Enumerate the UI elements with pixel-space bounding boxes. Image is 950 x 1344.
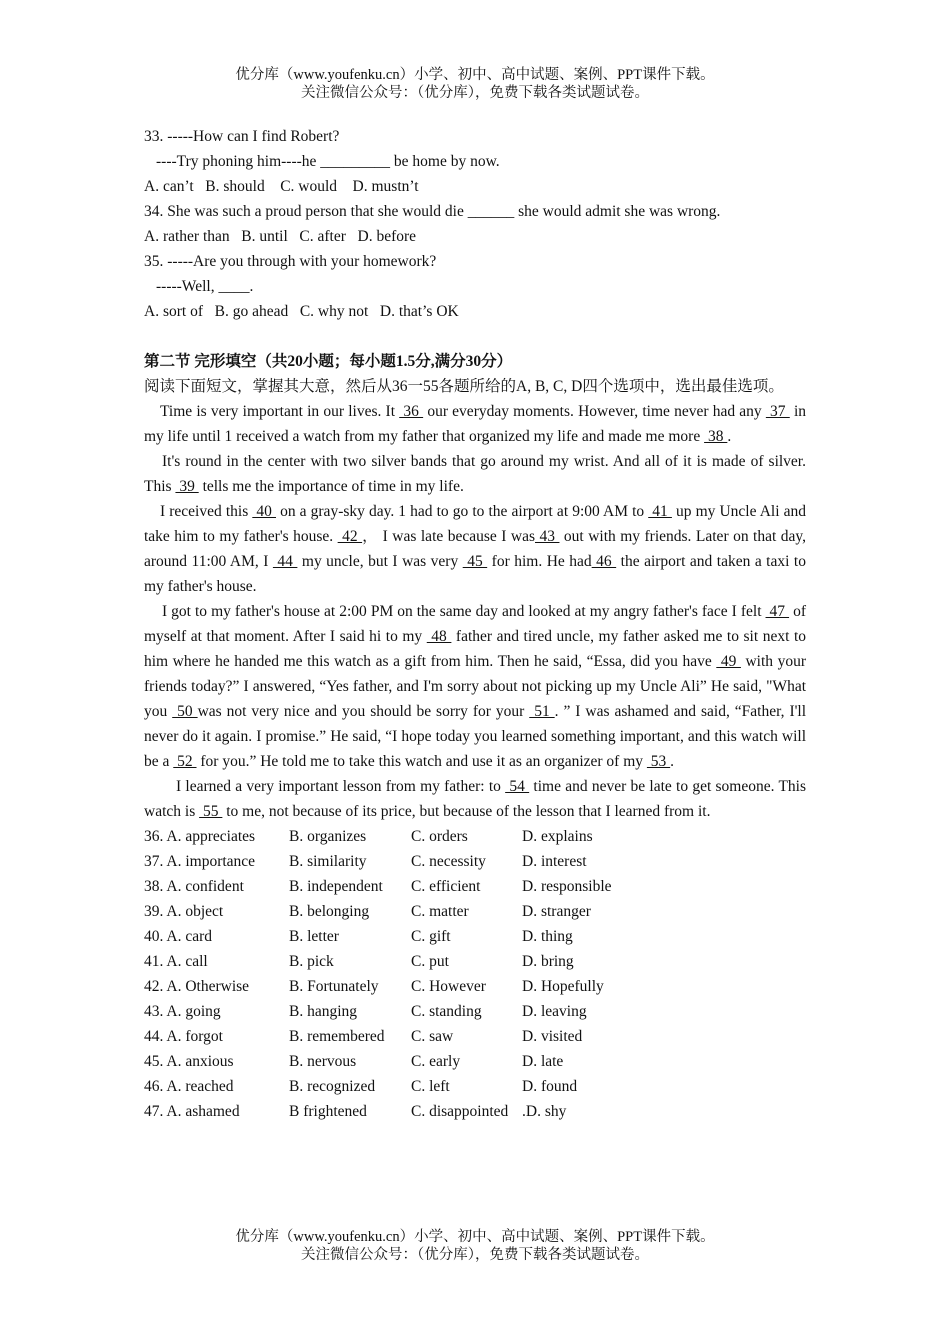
option-c: C. gift [411, 928, 451, 945]
option-b: B. belonging [289, 903, 370, 920]
question-row [144, 899, 806, 924]
blank-52: 52 [173, 753, 197, 770]
section-instruction: 阅读下面短文，掌握其大意，然后从36一55各题所给的A, B, C, D四个选项中，选出最佳选项。 [144, 378, 784, 395]
option-a: 46. A. reached [144, 1078, 234, 1095]
option-a: 40. A. card [144, 928, 213, 945]
option-b: B. organizes [289, 828, 367, 845]
option-c: C. disappointed [411, 1103, 509, 1120]
option-a: 45. A. anxious [144, 1053, 234, 1070]
option-a: 42. A. Otherwise [144, 978, 250, 995]
option-d: D. bring [522, 953, 574, 970]
option-b: B. recognized [289, 1078, 376, 1095]
question-row [144, 1099, 806, 1124]
passage-text: with your friends today?” I answered, “Yes father, and I'm sorry about not picking up my Uncle Ali” He said, "What you [144, 653, 807, 720]
option-d: D. late [522, 1053, 564, 1070]
option-b: B. letter [289, 928, 339, 945]
blank-39: 39 [175, 478, 199, 495]
option-d: D. visited [522, 1028, 583, 1045]
header-line-1: 优分库（www.youfenku.cn）小学、初中、高中试题、案例、PPT课件下载。 [235, 67, 715, 83]
blank-54: 54 [505, 778, 530, 795]
passage-text: for you.” He told me to take this watch and use it as an organizer of my [196, 753, 647, 770]
option-a: 43. A. going [144, 1003, 221, 1020]
passage-text: . [670, 753, 675, 770]
q34-options: A. rather than B. until C. after D. before [144, 228, 417, 245]
option-d: D. stranger [522, 903, 591, 920]
passage-text: for him. He had [487, 553, 592, 570]
option-b: B. independent [289, 878, 383, 895]
question-row [144, 874, 806, 899]
option-c: C. early [411, 1053, 461, 1070]
passage-text: . ” I was ashamed and said, “Father, I'll never do it again. I promise.” He said, “I hope today you learned something important, and this watch will be a [144, 703, 807, 770]
passage-text: father and tired uncle, my father asked me to sit next to him where he handed me this watch as a gift from him. Then he said, “Essa, did you have [144, 628, 807, 670]
option-c: C. However [411, 978, 486, 995]
option-a: 37. A. importance [144, 853, 256, 870]
blank-48: 48 [426, 628, 452, 645]
passage-text: our everyday moments. However, time never had any [423, 403, 766, 420]
option-a: 38. A. confident [144, 878, 244, 895]
option-d: D. found [522, 1078, 578, 1095]
passage-text: in my life until 1 received a watch from my father that organized my life and made me more [144, 403, 807, 445]
passage-paragraph-1 [144, 399, 806, 449]
passage-paragraph-2 [144, 449, 806, 499]
option-c: C. put [411, 953, 449, 970]
option-b: B. similarity [289, 853, 367, 870]
document-body [144, 124, 806, 1124]
passage-text: I learned a very important lesson from my father: to [176, 778, 506, 795]
blank-38: 38 [704, 428, 728, 445]
option-b: B. remembered [289, 1028, 385, 1045]
blank-44: 44 [272, 553, 298, 570]
option-a: 47. A. ashamed [144, 1103, 240, 1120]
question-row [144, 974, 806, 999]
option-a: 36. A. appreciates [144, 828, 256, 845]
passage-text: I got to my father's house at 2:00 PM on the same day and looked at my angry father's face I felt [162, 603, 766, 620]
blank-37: 37 [765, 403, 790, 420]
passage-paragraph-3 [144, 499, 806, 599]
option-c: C. necessity [411, 853, 486, 870]
footer-line-1: 优分库（www.youfenku.cn）小学、初中、高中试题、案例、PPT课件下载。 [235, 1229, 715, 1245]
option-d: D. interest [522, 853, 587, 870]
passage-text: to me, not because of its price, but because of the lesson that I learned from it. [222, 803, 711, 820]
option-a: 39. A. object [144, 903, 224, 920]
footer-line-2: 关注微信公众号：（优分库），免费下载各类试题试卷。 [301, 1247, 649, 1263]
passage-text: of myself at that moment. After I said hi to my [144, 603, 806, 645]
option-c: C. matter [411, 903, 469, 920]
blank-50: 50 [172, 703, 198, 720]
q35-reply: -----Well, ____. [156, 278, 254, 295]
option-b: B. Fortunately [289, 978, 379, 995]
passage-paragraph-4 [144, 599, 806, 774]
passage-text: Time is very important in our lives. It [160, 403, 400, 420]
blank-36: 36 [399, 403, 424, 420]
option-c: C. left [411, 1078, 450, 1095]
blank-55: 55 [199, 803, 223, 820]
option-d: D. thing [522, 928, 573, 945]
question-list [144, 824, 806, 1124]
blank-40: 40 [252, 503, 276, 520]
header-line-2: 关注微信公众号：（优分库），免费下载各类试题试卷。 [301, 85, 649, 101]
option-c: C. saw [411, 1028, 454, 1045]
option-b: B. pick [289, 953, 334, 970]
question-row [144, 949, 806, 974]
passage-text: I received this [160, 503, 253, 520]
option-c: C. orders [411, 828, 468, 845]
blank-42: 42 [337, 528, 363, 545]
option-d: D. explains [522, 828, 593, 845]
blank-46: 46 [591, 553, 617, 570]
q33-reply: ----Try phoning him----he _________ be home by now. [156, 153, 500, 170]
page-footer [0, 1228, 950, 1264]
option-a: 44. A. forgot [144, 1028, 223, 1045]
passage-text: time and never be late to get someone. This watch is [144, 778, 806, 820]
passage-text: on a gray-sky day. 1 had to go to the airport at 9:00 AM to [276, 503, 649, 520]
passage-text: ， I was late because I was [362, 528, 535, 545]
passage-paragraph-5 [144, 774, 806, 824]
section-title: 第二节 完形填空（共20小题；每小题1.5分,满分30分） [144, 353, 513, 370]
question-row [144, 1074, 806, 1099]
passage-text: tells me the importance of time in my life. [198, 478, 464, 495]
passage-text: my uncle, but I was very [297, 553, 463, 570]
option-b: B frightened [289, 1103, 367, 1120]
q34-stem: 34. She was such a proud person that she would die ______ she would admit she was wrong. [144, 203, 721, 220]
blank-51: 51 [529, 703, 555, 720]
passage-text: the airport and taken a taxi to my father's house. [144, 553, 806, 595]
option-d: .D. shy [522, 1103, 567, 1120]
blank-49: 49 [716, 653, 741, 670]
blank-43: 43 [535, 528, 560, 545]
passage-text: out with my friends. Later on that day, around 11:00 AM, I [144, 528, 807, 570]
option-b: B. hanging [289, 1003, 358, 1020]
option-c: C. efficient [411, 878, 481, 895]
option-b: B. nervous [289, 1053, 357, 1070]
question-row [144, 849, 806, 874]
page-header [0, 66, 950, 102]
option-c: C. standing [411, 1003, 482, 1020]
question-row [144, 924, 806, 949]
option-a: 41. A. call [144, 953, 208, 970]
q35-stem: 35. -----Are you through with your homework? [144, 253, 437, 270]
question-row [144, 824, 806, 849]
option-d: D. leaving [522, 1003, 587, 1020]
passage-text: was not very nice and you should be sorry for your [197, 703, 530, 720]
passage-text: up my Uncle Ali and take him to my father's house. [144, 503, 807, 545]
q33-stem: 33. -----How can I find Robert? [144, 128, 340, 145]
option-d: D. responsible [522, 878, 612, 895]
question-row [144, 999, 806, 1024]
q33-options: A. can’t B. should C. would D. mustn’t [144, 178, 419, 195]
passage-text: . [727, 428, 732, 445]
q35-options: A. sort of B. go ahead C. why not D. that’s OK [144, 303, 459, 320]
passage-text: It's round in the center with two silver bands that go around my wrist. And all of it is made of silver. This [144, 453, 806, 495]
blank-45: 45 [462, 553, 488, 570]
blank-47: 47 [765, 603, 790, 620]
blank-41: 41 [648, 503, 672, 520]
blank-53: 53 [646, 753, 671, 770]
option-d: D. Hopefully [522, 978, 604, 995]
question-row [144, 1024, 806, 1049]
question-row [144, 1049, 806, 1074]
